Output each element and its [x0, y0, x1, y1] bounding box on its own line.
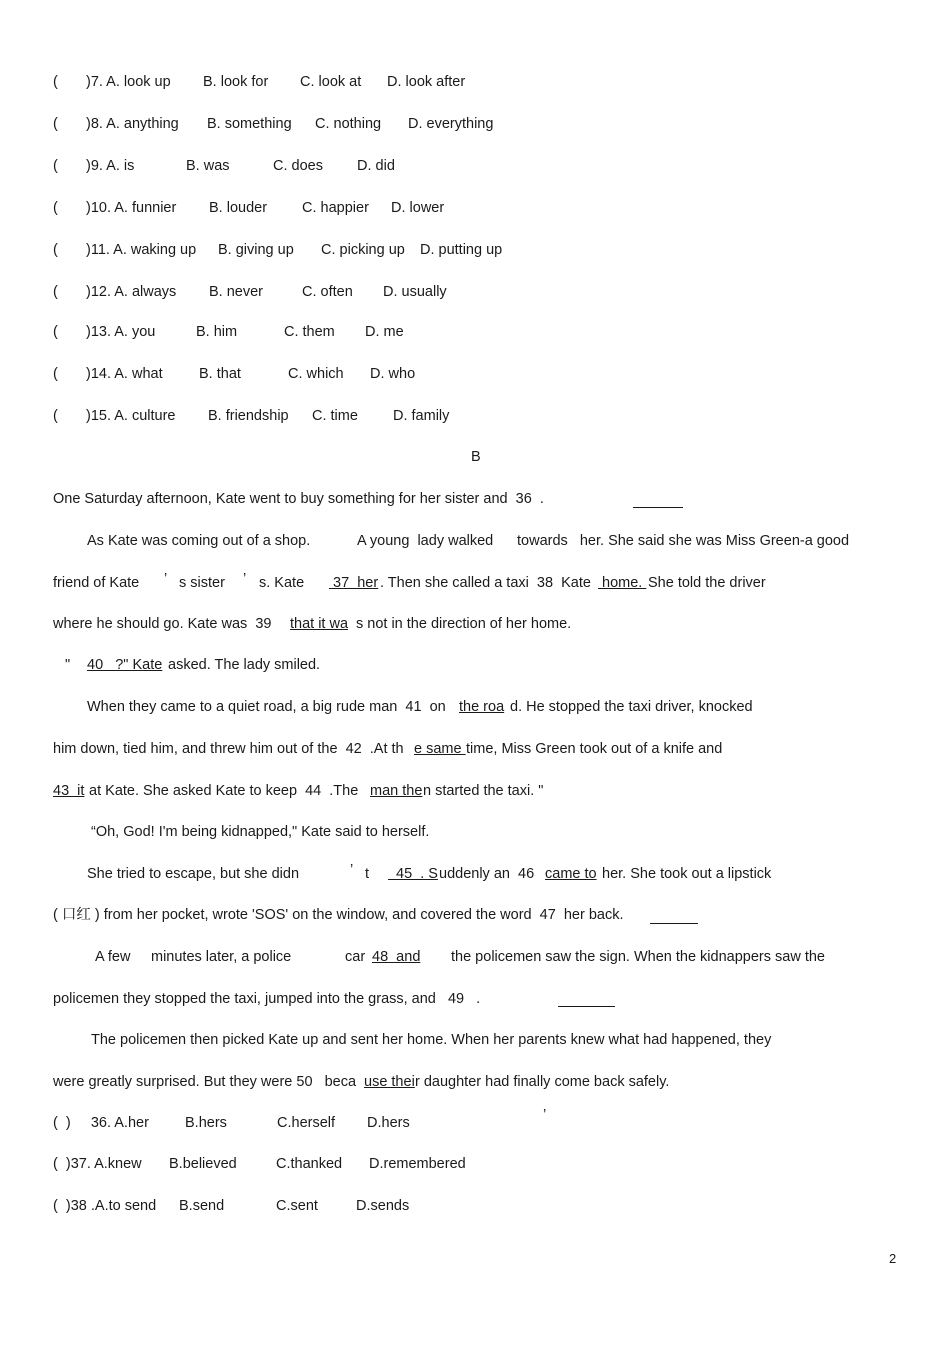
passage-line-10e: uddenly an 46 — [439, 866, 543, 882]
option-b: B. that — [199, 366, 241, 382]
option-b: B.believed — [169, 1156, 237, 1172]
passage-line-13: policemen they stopped the taxi, jumped into the grass, and 49 . — [53, 991, 481, 1007]
quote-mark: " — [65, 657, 71, 673]
apostrophe: ’ — [243, 571, 247, 587]
option-b: B. was — [186, 158, 230, 174]
option-d: D. lower — [391, 200, 445, 216]
passage-line-12d: 48 and — [372, 949, 421, 965]
question-number: ( )12. A. always — [53, 284, 177, 300]
question-number: ( )13. A. you — [53, 324, 156, 340]
passage-line-6c: d. He stopped the taxi driver, knocked — [510, 699, 753, 715]
answer-blank — [650, 922, 698, 924]
passage-line-4b: that it wa — [290, 616, 349, 632]
passage-line-7b: e same — [414, 741, 466, 757]
option-c: C. them — [284, 324, 335, 340]
question-number: ( )8. A. anything — [53, 116, 179, 132]
question-number: ( ) 36. A.her — [53, 1115, 149, 1131]
question-number: ( )10. A. funnier — [53, 200, 177, 216]
passage-line-3f: 37 her — [329, 575, 379, 591]
option-d: D.remembered — [369, 1156, 466, 1172]
passage-line-10f: came to — [545, 866, 597, 882]
option-d: D. everything — [408, 116, 494, 132]
option-c: C. happier — [302, 200, 369, 216]
option-d: D.hers — [367, 1115, 410, 1131]
passage-line-2b: A young lady walked — [357, 533, 494, 549]
option-c: C. picking up — [321, 242, 405, 258]
apostrophe: ’ — [164, 571, 168, 587]
option-d: D. did — [357, 158, 395, 174]
answer-blank — [633, 506, 683, 508]
option-d: D. look after — [387, 74, 466, 90]
option-c: C. does — [273, 158, 323, 174]
passage-line-5c: asked. The lady smiled. — [164, 657, 321, 673]
option-b: B.send — [179, 1198, 225, 1214]
option-c: C. time — [312, 408, 358, 424]
option-b: B. something — [207, 116, 292, 132]
passage-line-8c: man the — [370, 783, 423, 799]
option-c: C. nothing — [315, 116, 382, 132]
passage-line-3g: . Then she called a taxi 38 Kate — [380, 575, 591, 591]
question-number: ( )38 .A.to send — [53, 1198, 157, 1214]
option-b: B. friendship — [208, 408, 289, 424]
passage-line-11: ( 口红 ) from her pocket, wrote 'SOS' on the window, and covered the word 47 her back. — [53, 907, 624, 923]
option-c: C.thanked — [276, 1156, 343, 1172]
passage-line-12b: minutes later, a police — [151, 949, 292, 965]
passage-line-15a: were greatly surprised. But they were 50 beca — [53, 1074, 357, 1090]
passage-line-3e: s. Kate — [259, 575, 305, 591]
passage-line-4a: where he should go. Kate was 39 — [53, 616, 280, 632]
passage-line-2c: towards her. She said she was Miss Green-a good — [517, 533, 850, 549]
option-c: C. look at — [300, 74, 362, 90]
option-d: D. putting up — [420, 242, 503, 258]
option-c: C. often — [302, 284, 353, 300]
passage-line-3a: friend of Kate — [53, 575, 140, 591]
passage-line-12e: the policemen saw the sign. When the kidnappers saw the — [451, 949, 825, 965]
passage-line-1: One Saturday afternoon, Kate went to buy something for her sister and 36 . — [53, 491, 544, 507]
option-b: B. look for — [203, 74, 269, 90]
option-d: D. usually — [383, 284, 447, 300]
passage-line-10a: She tried to escape, but she didn — [87, 866, 300, 882]
passage-line-2a: As Kate was coming out of a shop. — [87, 533, 311, 549]
passage-line-10d: 45 . S — [388, 866, 438, 882]
question-number: ( )15. A. culture — [53, 408, 176, 424]
option-c: C.sent — [276, 1198, 318, 1214]
option-d: D. who — [370, 366, 416, 382]
question-number: ( )37. A.knew — [53, 1156, 142, 1172]
passage-line-12a: A few — [95, 949, 131, 965]
passage-line-14: The policemen then picked Kate up and sent her home. When her parents knew what had happened, they — [91, 1032, 772, 1048]
passage-line-7a: him down, tied him, and threw him out of the 42 .At th — [53, 741, 404, 757]
passage-line-6a: When they came to a quiet road, a big rude man 41 on — [87, 699, 450, 715]
option-c: C. which — [288, 366, 344, 382]
passage-line-8b: at Kate. She asked Kate to keep 44 .The — [85, 783, 363, 799]
option-d: D. me — [365, 324, 404, 340]
question-number: ( )14. A. what — [53, 366, 163, 382]
option-d: D.sends — [356, 1198, 410, 1214]
option-d: D. family — [393, 408, 450, 424]
passage-line-15c: r daughter had finally come back safely. — [415, 1074, 670, 1090]
passage-line-10c: t — [365, 866, 370, 882]
option-b: B. louder — [209, 200, 268, 216]
option-b: B. never — [209, 284, 263, 300]
passage-line-10g: her. She took out a lipstick — [598, 866, 772, 882]
apostrophe: ’ — [350, 862, 354, 878]
passage-line-3i: She told the driver — [648, 575, 766, 591]
passage-line-3h: home. — [598, 575, 647, 591]
answer-blank — [558, 1005, 615, 1007]
passage-line-5b: 40 ?" Kate — [87, 657, 163, 673]
option-b: B. giving up — [218, 242, 294, 258]
option-c: C.herself — [277, 1115, 336, 1131]
passage-line-4c: s not in the direction of her home. — [356, 616, 572, 632]
apostrophe: ’ — [543, 1107, 547, 1123]
option-b: B.hers — [185, 1115, 227, 1131]
passage-line-3c: s sister — [179, 575, 225, 591]
passage-line-7c: time, Miss Green took out of a knife and — [466, 741, 723, 757]
option-b: B. him — [196, 324, 238, 340]
passage-line-6b: the roa — [459, 699, 505, 715]
passage-line-8d: n started the taxi. " — [423, 783, 544, 799]
question-number: ( )11. A. waking up — [53, 242, 197, 258]
passage-line-15b: use thei — [364, 1074, 415, 1090]
passage-line-12c: car — [345, 949, 366, 965]
passage-line-9: “Oh, God! I'm being kidnapped," Kate said to herself. — [91, 824, 430, 840]
question-number: ( )7. A. look up — [53, 74, 171, 90]
passage-line-8a: 43 it — [53, 783, 85, 799]
question-number: ( )9. A. is — [53, 158, 135, 174]
section-heading: B — [471, 449, 481, 465]
page-number: 2 — [889, 1251, 897, 1266]
